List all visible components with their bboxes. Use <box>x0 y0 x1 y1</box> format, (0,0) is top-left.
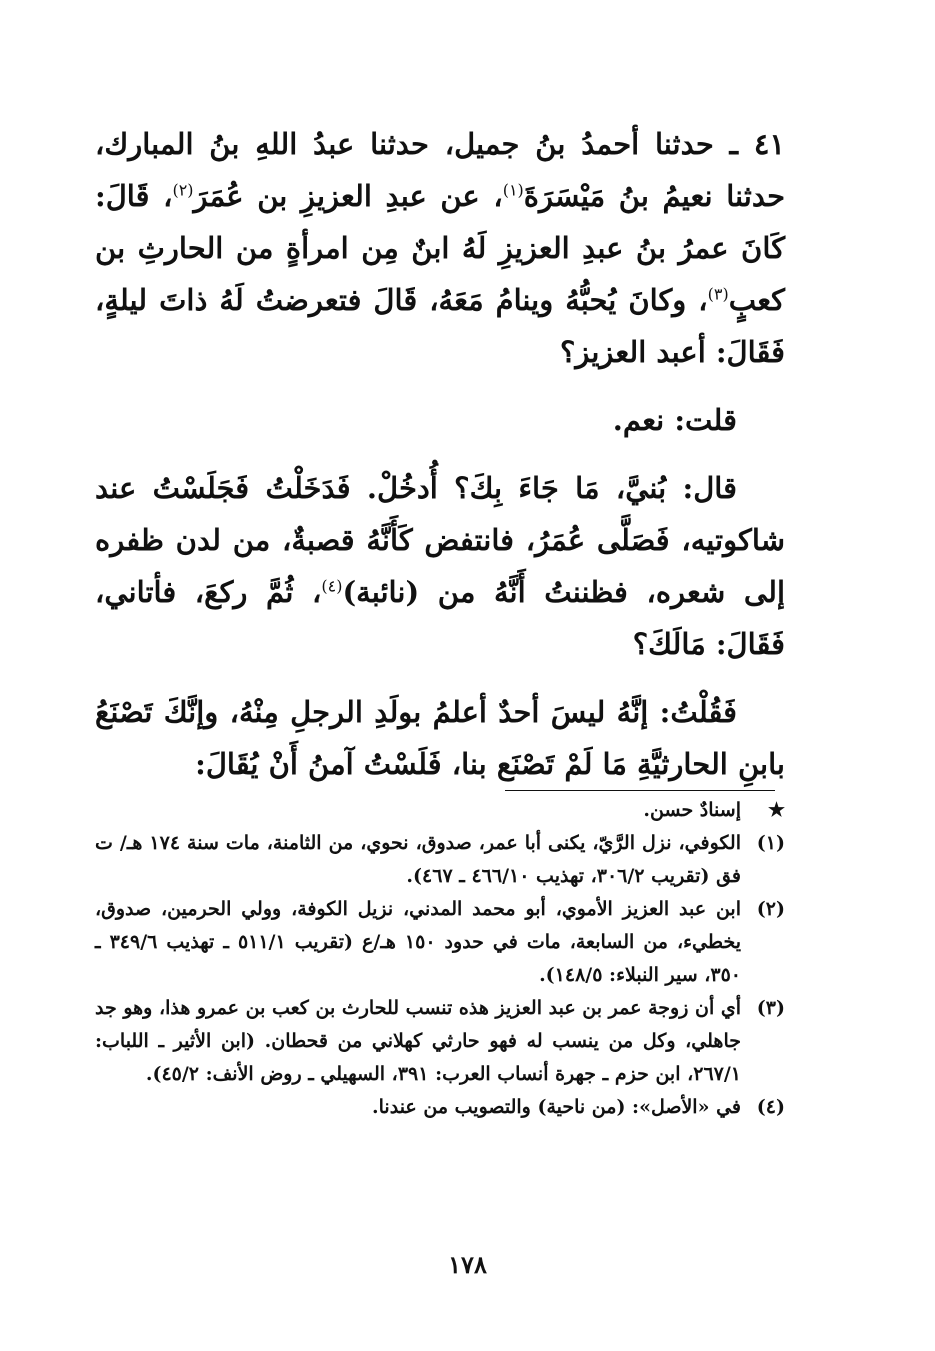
footnotes <box>95 794 785 1124</box>
footnote-2 <box>95 893 785 992</box>
footnote-text: في «الأصل»: (من ناحية) والتصويب من عندنا. <box>372 1096 741 1118</box>
paragraph-gap <box>95 378 785 394</box>
text-segment: ، ثُمَّ ركعَ، فأتاني، فَقَالَ: مَالَكَ؟ <box>95 575 785 661</box>
paragraph-continuation <box>95 686 785 790</box>
main-text <box>95 118 785 790</box>
footnote-marker: (٣) <box>756 997 785 1019</box>
paragraph-hadith-41 <box>95 118 785 378</box>
paragraph-reply <box>95 394 785 446</box>
footnote-isnad <box>95 794 785 827</box>
paragraph-narration <box>95 462 785 670</box>
text-segment: قال: بُنيَّ، مَا جَاءَ بِكَ؟ أُدخُلْ. فَدَخَلْتُ فَجَلَسْتُ عند شاكوتيه، فَصَلَّى عُمَرُ، فانتفض كَأَنَّهُ قصبةٌ، من لدن ظفره إلى شعره، فظننتُ أَنَّهُ من (نائبة) <box>95 471 785 609</box>
footnote-text: ابن عبد العزيز الأموي، أبو محمد المدني، نزيل الكوفة، وولي الحرمين، صدوق، يخطيء، من السابعة، مات في حدود ١٥٠ هـ/ع (تقريب ٥١١/١ ـ تهذيب ٣٤٩/٦ ـ ٣٥٠، سير النبلاء: ١٤٨/٥). <box>95 898 742 986</box>
footnote-marker: ★ <box>767 799 785 821</box>
text-segment: ، قَالَ: كَانَ عمرُ بنُ عبدِ العزيزِ لَهُ ابنٌ مِن امرأةٍ من الحارثِ بن كعبٍ <box>95 179 785 317</box>
text-segment: فَقُلْتُ: إنَّهُ ليسَ أحدٌ أعلمُ بولَدِ الرجلِ مِنْهُ، وإنَّكَ تَصْنَعُ بابنِ الحارثيَّةِ مَا لَمْ تَصْنَع بنا، فَلَسْتُ آمنُ أَنْ يُقَالَ: <box>95 695 785 781</box>
paragraph-gap <box>95 670 785 686</box>
footnote-ref-3: (٣) <box>707 284 729 304</box>
footnote-4 <box>95 1091 785 1124</box>
footnote-3 <box>95 992 785 1091</box>
footnote-marker: (٤) <box>756 1096 785 1118</box>
footnote-text: أي أن زوجة عمر بن عبد العزيز هذه تنسب للحارث بن كعب بن عمرو هذا، وهو جد جاهلي، وكل من ينسب له فهو حارثي كهلاني من قحطان. (ابن الأثير ـ اللباب: ٢٦٧/١، ابن حزم ـ جهرة أنساب العرب: ٣٩١، السهيلي ـ روض الأنف: ٤٥/٢). <box>95 997 741 1085</box>
footnote-separator <box>505 790 775 791</box>
text-segment: قلت: نعم. <box>612 403 737 437</box>
page-number: ١٧٨ <box>448 1250 487 1279</box>
footnote-marker: (٢) <box>756 898 785 920</box>
footnote-ref-2: (٢) <box>172 180 194 200</box>
footnote-ref-1: (١) <box>502 180 524 200</box>
text-segment: ٤١ ـ حدثنا أحمدُ بنُ جميل، حدثنا عبدُ اللهِ بنُ المبارك، حدثنا نعيمُ بنُ مَيْسَرَةَ <box>95 127 785 213</box>
footnote-text: إسنادٌ حسن. <box>643 799 741 821</box>
paragraph-gap <box>95 446 785 462</box>
footnote-ref-4: (٤) <box>321 576 343 596</box>
footnote-marker: (١) <box>756 832 785 854</box>
footnote-1 <box>95 827 785 893</box>
text-segment: ، عن عبدِ العزيزِ بن عُمَرَ <box>193 179 503 213</box>
footnote-text: الكوفي، نزل الرَّيّ، يكنى أبا عمر، صدوق، نحوي، من الثامنة، مات سنة ١٧٤ هـ/ ت فق (تقريب ٣٠٦/٢، تهذيب ٤٦٦/١٠ ـ ٤٦٧). <box>95 832 741 887</box>
text-segment: ، وكانَ يُحبُّهُ وينامُ مَعَهُ، قَالَ فتعرضتُ لَهُ ذاتَ ليلةٍ، فَقَالَ: أعبد العزيز؟ <box>95 283 785 369</box>
